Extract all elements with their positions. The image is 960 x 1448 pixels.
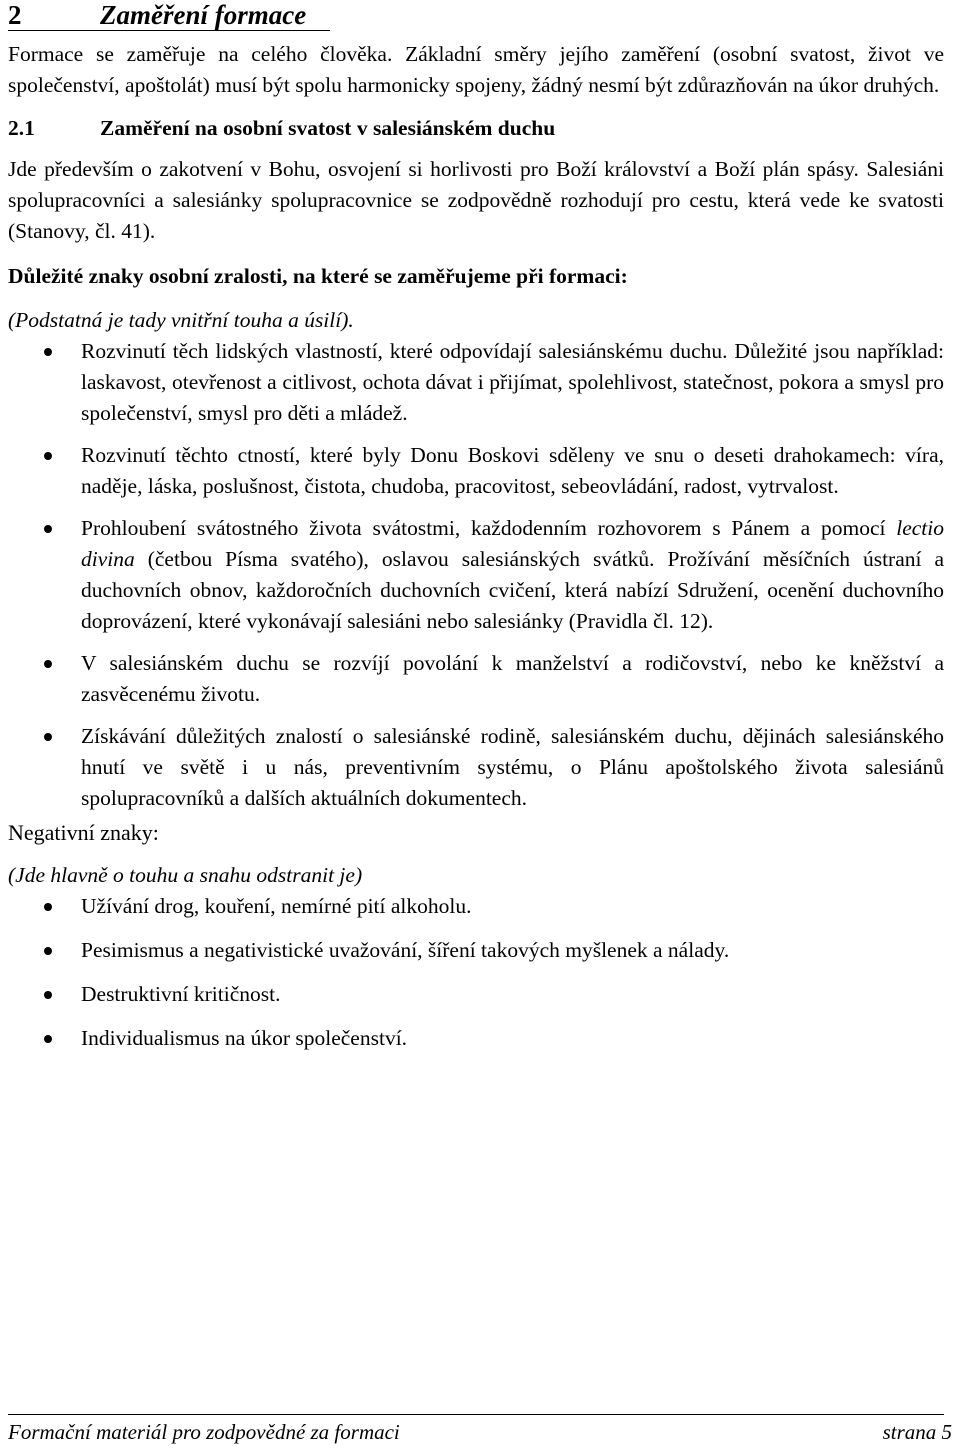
page-number: strana 5 [882,1420,952,1444]
list-item-text: Rozvinutí těchto ctností, které byly Donu Boskovi sděleny ve snu o deseti drahokamech: víra, naděje, láska, poslušnost, čistota, chudoba, pracovitost, sebeovládání, radost, vytrvalost. [81,443,944,498]
bullet-icon [44,947,52,955]
list-item [8,935,944,966]
list-item-text-before: Prohloubení svátostného života svátostmi, každodenním rozhovorem s Pánem a pomocí [81,516,897,540]
positive-signs-list [8,336,944,814]
list-item [8,1023,944,1054]
page-footer [8,1414,952,1445]
footer-title: Formační materiál pro zodpovědné za formaci [8,1420,400,1444]
list-item-text: V salesiánském duchu se rozvíjí povolání k manželství a rodičovství, nebo ke kněžství a zasvěcenému životu. [81,651,944,706]
section-number: 2 [8,0,22,30]
subsection-number: 2.1 [8,116,35,140]
bullet-icon [44,903,52,911]
list-item [8,440,944,502]
list-item-text-italic: lectio divina [81,516,944,571]
section-title: Zaměření formace [100,0,307,30]
list-item [8,721,944,814]
section-heading [8,0,330,31]
list-item [8,336,944,429]
positive-signs-note: (Podstatná je tady vnitřní touha a úsilí). [8,308,354,332]
positive-signs-heading: Důležité znaky osobní zralosti, na které se zaměřujeme při formaci: [8,264,628,288]
list-item-text: Užívání drog, kouření, nemírné pití alkoholu. [81,894,472,918]
list-item [8,513,944,637]
bullet-icon [44,660,52,668]
list-item [8,648,944,710]
negative-signs-heading: Negativní znaky: [8,820,159,845]
bullet-icon [44,991,52,999]
list-item [8,979,944,1010]
negative-signs-note: (Jde hlavně o touhu a snahu odstranit je) [8,863,363,887]
bullet-icon [44,348,52,356]
list-item-text: Získávání důležitých znalostí o salesiánské rodině, salesiánském duchu, dějinách salesiánského hnutí ve světě i u nás, preventivním systému, o Plánu apoštolského života salesiánů spolupracovníků a dalších aktuálních dokumentech. [81,724,944,810]
bullet-icon [44,733,52,741]
list-item-text: Rozvinutí těch lidských vlastností, které odpovídají salesiánskému duchu. Důležité jsou například: laskavost, otevřenost a citlivost, ochota dávat i přijímat, spolehlivost, statečnost, pokora a smysl pro společenství, smysl pro děti a mládež. [81,339,944,425]
subsection-heading [8,113,944,144]
negative-signs-list [8,891,944,1054]
body-paragraph: Jde především o zakotvení v Bohu, osvojení si horlivosti pro Boží království a Boží plán spásy. Salesiáni spolupracovníci a salesiánky spolupracovnice se zodpovědně rozhodují pro cestu, která vede ke svatosti (Stanovy, čl. 41). [8,157,944,243]
bullet-icon [44,525,52,533]
list-item [8,891,944,922]
intro-paragraph: Formace se zaměřuje na celého člověka. Základní směry jejího zaměření (osobní svatost, život ve společenství, apoštolát) musí být spolu harmonicky spojeny, žádný nesmí být zdůrazňován na úkor druhých. [8,42,944,97]
bullet-icon [44,452,52,460]
bullet-icon [44,1035,52,1043]
list-item-text: Individualismus na úkor společenství. [81,1026,408,1050]
document-content [8,0,944,1054]
list-item-text-after: (četbou Písma svatého), oslavou salesiánských svátků. Prožívání měsíčních ústraní a duchovních obnov, každoročních duchovních cvičení, která nabízí Sdružení, ocenění duchovního doprovázení, které vykonávají salesiáni nebo salesiánky (Pravidla čl. 12). [81,547,944,633]
subsection-title: Zaměření na osobní svatost v salesiánském duchu [100,116,556,140]
list-item-text: Destruktivní kritičnost. [81,982,281,1006]
list-item-text: Pesimismus a negativistické uvažování, šíření takových myšlenek a nálady. [81,938,730,962]
